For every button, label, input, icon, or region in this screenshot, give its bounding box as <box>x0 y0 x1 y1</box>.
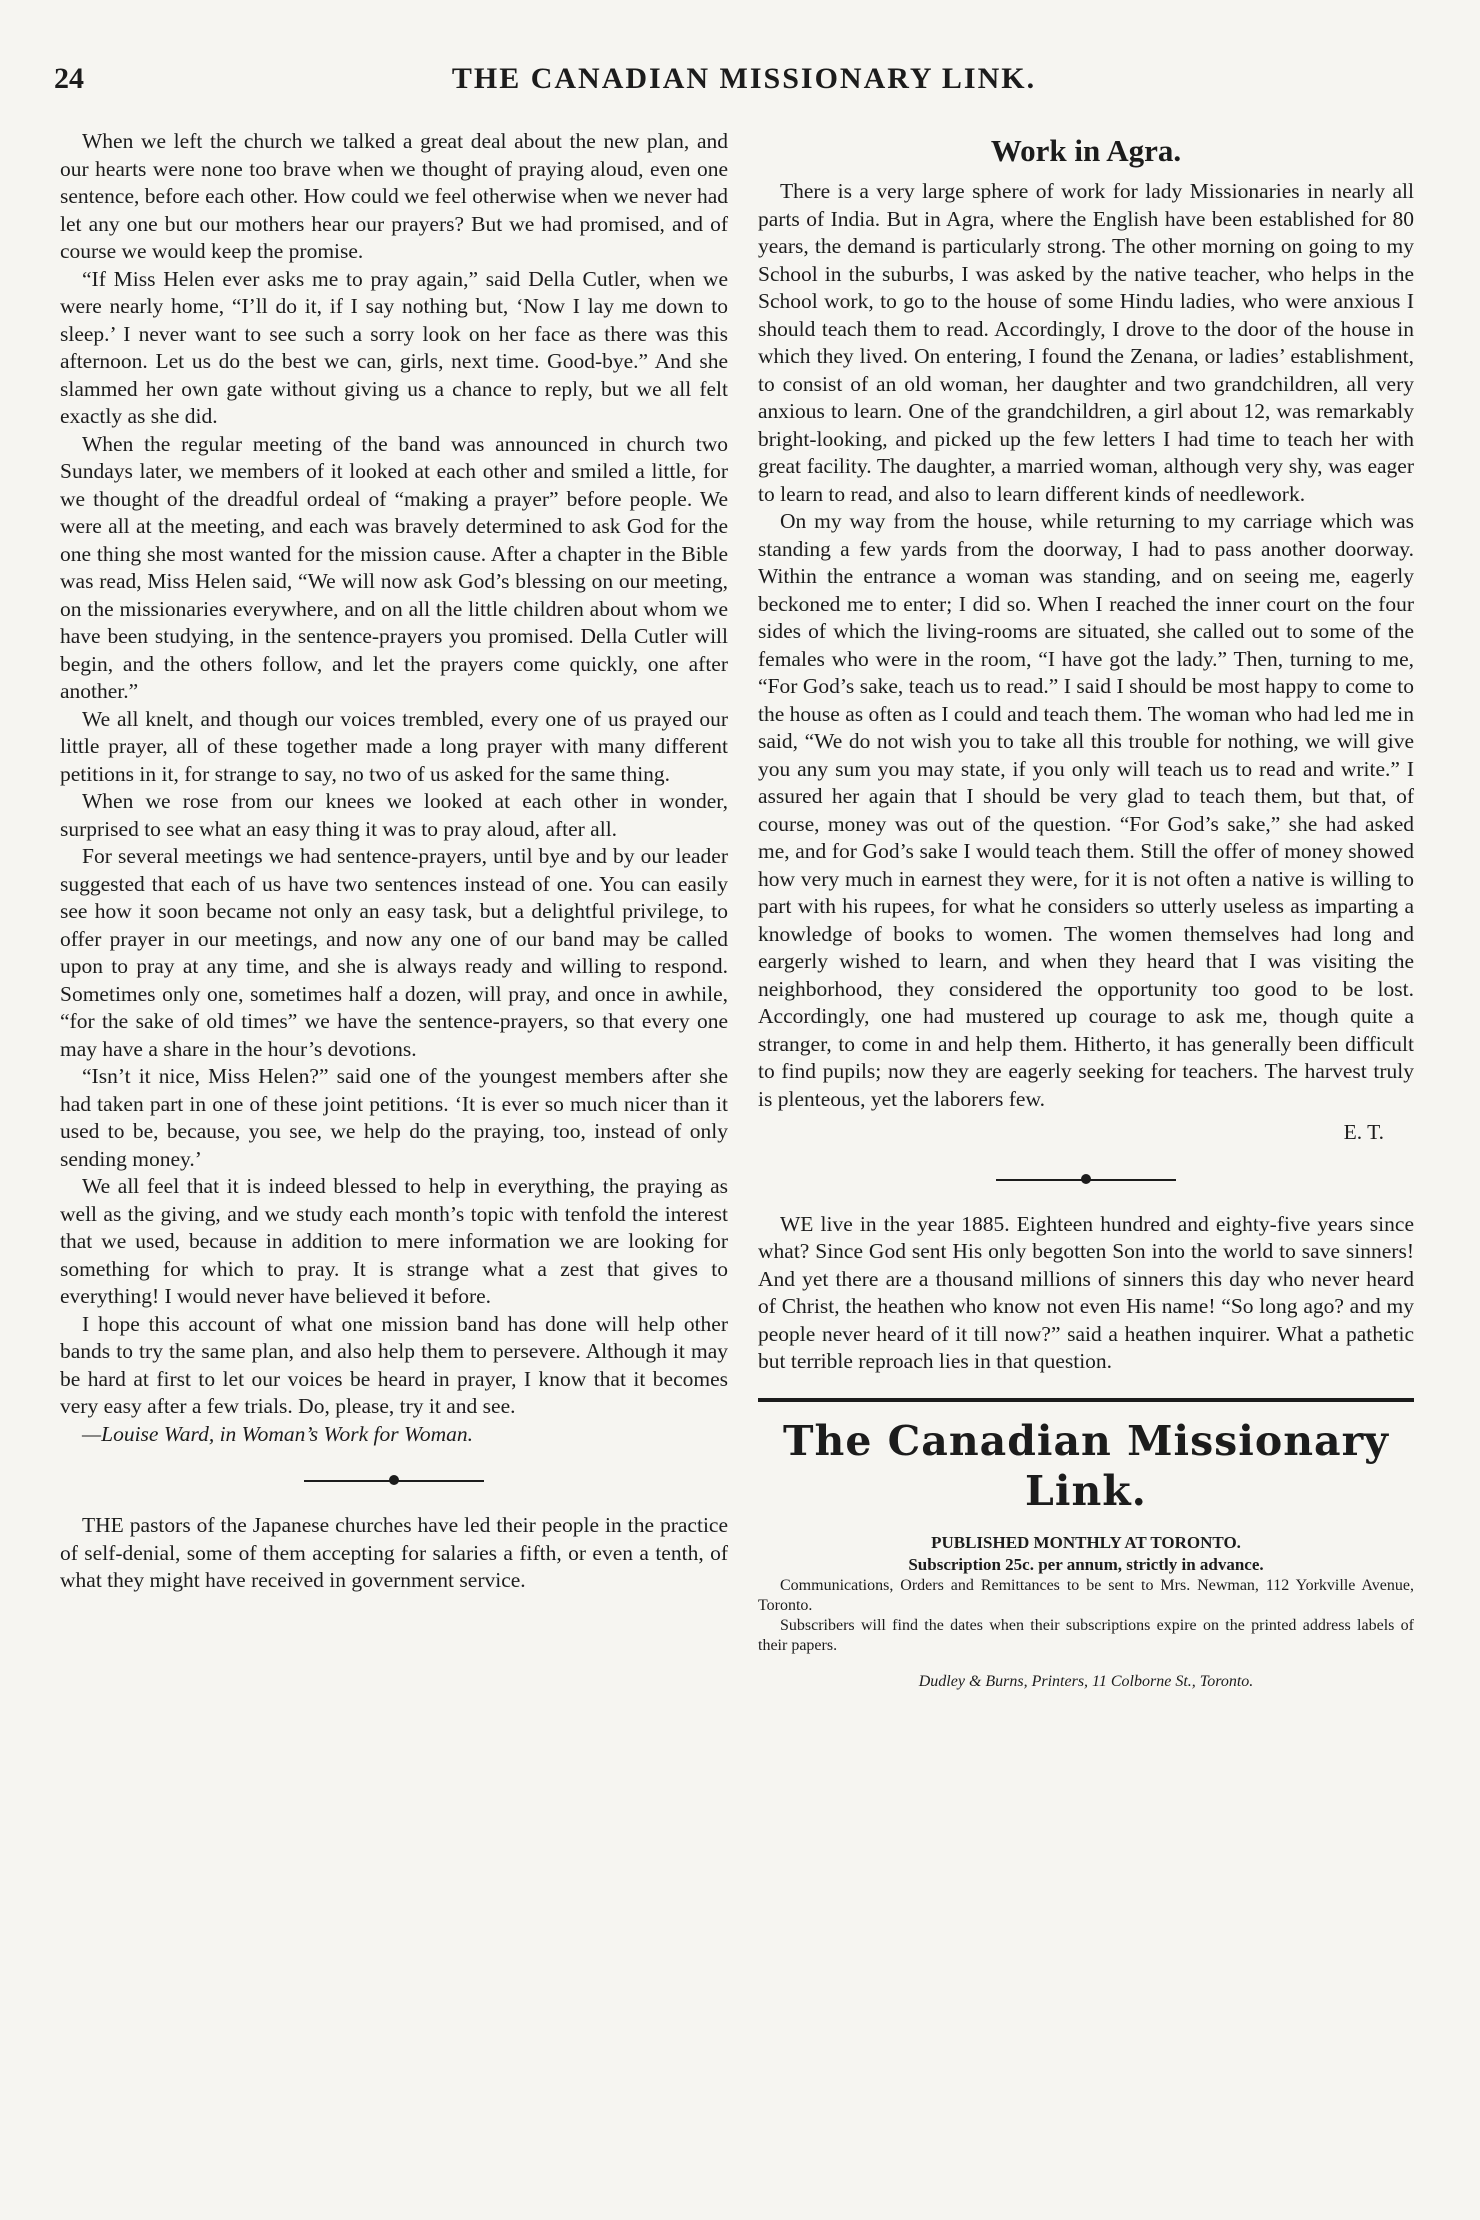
page-number: 24 <box>54 62 84 95</box>
left-column <box>60 128 728 1595</box>
article-signoff: E. T. <box>1343 1120 1384 1144</box>
subscription-price: Subscription 25c. per annum, strictly in advance. <box>908 1554 1264 1574</box>
article-paragraph: We all feel that it is indeed blessed to help in everything, the praying as well as the giving, and we study each month’s topic with tenfold the interest that we used, because in addition to mere information we are looking for something for which to pray. It is strange what a zest that gives to everything! I would never have believed it before. <box>60 1174 728 1308</box>
section-divider <box>304 1472 484 1488</box>
article-paragraph: For several meetings we had sentence-prayers, until bye and by our leader suggested that each of us have two sentences instead of one. You can easily see how it soon became not only an easy task, but a delightful privilege, to offer prayer in our meetings, and now any one of our band may be called upon to pray at any time, and she is always ready and willing to respond. Sometimes only one, sometimes half a dozen, will pray, and once in awhile, “for the sake of old times” we have the sentence-prayers, so that every one may have a share in the hour’s devotions. <box>60 844 728 1061</box>
masthead-rule <box>758 1398 1414 1402</box>
publication-frequency: PUBLISHED MONTHLY AT TORONTO. <box>931 1532 1241 1552</box>
article-paragraph: When we left the church we talked a great deal about the new plan, and our hearts were none too brave when we thought of praying aloud, even one sentence, before each other. How could we feel otherwise when we never had let any one but our mothers hear our prayers? But we had promised, and of course we would keep the promise. <box>60 129 728 263</box>
article-attribution: —Louise Ward, in Woman’s Work for Woman. <box>82 1421 474 1446</box>
article-paragraph: “If Miss Helen ever asks me to pray again,” said Della Cutler, when we were nearly home, “I’ll do it, if I say nothing but, ‘Now I lay me down to sleep.’ I never want to see such a sorry look on her face as there was this afternoon. Let us do the best we can, girls, next time. Good-bye.” And she slammed her own gate without giving us a chance to reply, but we all felt exactly as she did. <box>60 266 728 428</box>
right-column <box>758 128 1414 1695</box>
running-title: THE CANADIAN MISSIONARY LINK. <box>451 62 1037 95</box>
communications-notice: Communications, Orders and Remittances to be sent to Mrs. Newman, 112 Yorkville Avenue, Toronto. <box>758 1576 1414 1614</box>
subscribers-notice: Subscribers will find the dates when their subscriptions expire on the printed address labels of their papers. <box>758 1616 1414 1654</box>
article-paragraph: There is a very large sphere of work for lady Missionaries in nearly all parts of India. But in Agra, where the English have been established for 80 years, the demand is particularly strong. The other morning on going to my School in the suburbs, I was asked by the native teacher, who helps in the School work, to go to the house of some Hindu ladies, who were anxious I should teach them to read. Accordingly, I drove to the door of the house in which they lived. On entering, I found the Zenana, or ladies’ establishment, to consist of an old woman, her daughter and two grandchildren, all very anxious to learn. One of the grandchildren, a girl about 12, was remarkably bright-looking, and picked up the few letters I had time to teach her with great facility. The daughter, a married woman, although very shy, was eager to learn to read, and also to learn different kinds of needlework. <box>758 179 1414 506</box>
year-1885-paragraph: WE live in the year 1885. Eighteen hundred and eighty-five years since what? Since God sent His only begotten Son into the world to save sinners! And yet there are a thousand millions of sinners this day who never heard of Christ, the heathen who know not even His name! “So long ago? and my people never heard of it till now?” said a heathen inquirer. What a pathetic but terrible reproach lies in that question. <box>758 1211 1414 1373</box>
article-paragraph: When we rose from our knees we looked at each other in wonder, surprised to see what an easy thing it was to pray aloud, after all. <box>60 789 728 841</box>
article-paragraph: We all knelt, and though our voices trembled, every one of us prayed our little prayer, all of these together made a long prayer with many different petitions in it, for strange to say, no two of us asked for the same thing. <box>60 706 728 786</box>
article-paragraph: On my way from the house, while returning to my carriage which was standing a few yards from the doorway, I had to pass another doorway. Within the entrance a woman was standing, and on seeing me, eagerly beckoned me to enter; I did so. When I reached the inner court on the four sides of which the living-rooms are situated, she called out to some of the females who were in the room, “I have got the lady.” Then, turning to me, “For God’s sake, teach us to read.” I said I should be most happy to come to the house as often as I could and teach them. The woman who had led me in said, “We do not wish you to take all this trouble for nothing, we will give you any sum you may state, if you only will teach us to read and write.” I assured her again that I should be very glad to teach them, but that, of course, money was out of the question. “For God’s sake,” she had asked me, and for God’s sake I would teach them. Still the offer of money showed how very much in earnest they were, for it is not often a native is willing to part with his rupees, for what he considers so utterly useless as imparting a knowledge of books to women. The women themselves had long and eargerly wished to learn, and when they heard that I was visiting the neighborhood, they considered the opportunity too good to be lost. Accordingly, one had mustered up courage to ask me, though quite a stranger, to come in and help them. Hitherto, it has generally been difficult to find pupils; now they are eagerly seeking for teachers. The harvest truly is plenteous, yet the laborers few. <box>758 509 1414 1111</box>
article-paragraph: When the regular meeting of the band was announced in church two Sundays later, we members of it looked at each other and smiled a little, for we thought of the dreadful ordeal of “making a prayer” before people. We were all at the meeting, and each was bravely determined to ask God for the one thing she most wanted for the mission cause. After a chapter in the Bible was read, Miss Helen said, “We will now ask God’s blessing on our meeting, on the missionaries everywhere, and on all the little children about whom we have been studying, in the sentence-prayers you promised. Della Cutler will begin, and the others follow, and let the prayers come quickly, one after another.” <box>60 431 728 703</box>
printer-credit: Dudley & Burns, Printers, 11 Colborne St., Toronto. <box>918 1672 1254 1690</box>
article-heading: Work in Agra. <box>990 133 1182 168</box>
masthead-title: The Canadian Missionary Link. <box>783 1416 1389 1515</box>
page-header <box>54 62 1434 112</box>
article-paragraph: I hope this account of what one mission band has done will help other bands to try the same plan, and also help them to persevere. Although it may be hard at first to let our voices be heard in prayer, I know that it becomes very easy after a few trials. Do, please, try it and see. <box>60 1311 728 1418</box>
article-paragraph: “Isn’t it nice, Miss Helen?” said one of the youngest members after she had taken part in one of these joint petitions. ‘It is ever so much nicer than it used to be, because, you see, we help do the praying, too, instead of only sending money.’ <box>60 1064 728 1171</box>
japanese-pastors-paragraph: THE pastors of the Japanese churches have led their people in the practice of self-denial, some of them accepting for salaries a fifth, or even a tenth, of what they might have received in government service. <box>60 1513 728 1592</box>
section-divider <box>996 1171 1176 1187</box>
